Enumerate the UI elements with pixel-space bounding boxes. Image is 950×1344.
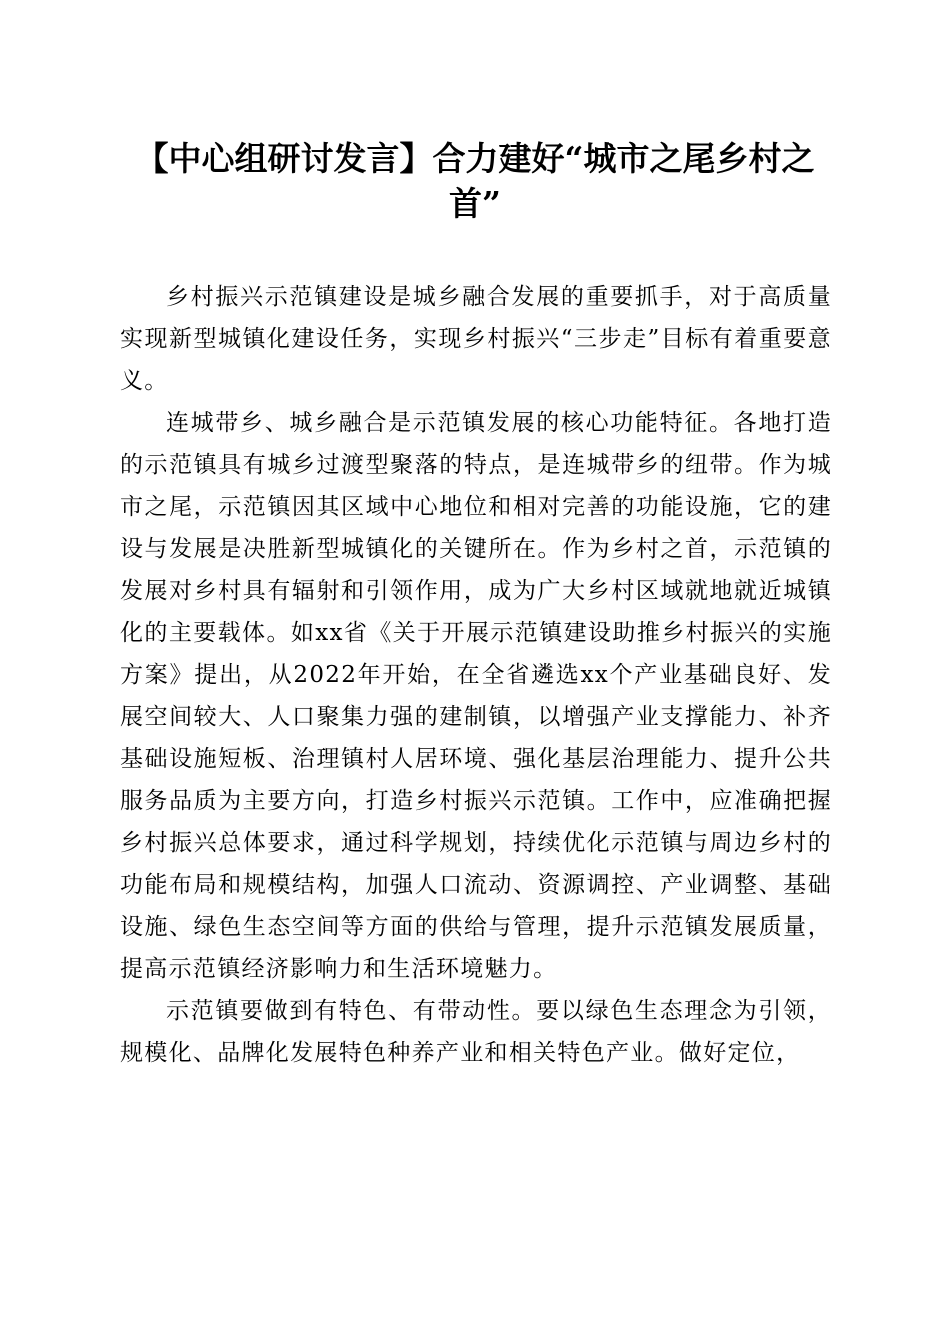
paragraph-1: 乡村振兴示范镇建设是城乡融合发展的重要抓手，对于高质量实现新型城镇化建设任务，实现乡村振兴“三步走”目标有着重要意义。 — [120, 284, 832, 394]
document-title: 【中心组研讨发言】合力建好“城市之尾乡村之首” — [135, 139, 815, 223]
document-body — [120, 276, 832, 1074]
paragraph-3: 示范镇要做到有特色、有带动性。要以绿色生态理念为引领，规模化、品牌化发展特色种养产业和相关特色产业。做好定位， — [120, 998, 832, 1066]
paragraph-2: 连城带乡、城乡融合是示范镇发展的核心功能特征。各地打造的示范镇具有城乡过渡型聚落的特点，是连城带乡的纽带。作为城市之尾，示范镇因其区域中心地位和相对完善的功能设施，它的建设与发展是决胜新型城镇化的关键所在。作为乡村之首，示范镇的发展对乡村具有辐射和引领作用，成为广大乡村区域就地就近城镇化的主要载体。如xx省《关于开展示范镇建设助推乡村振兴的实施方案》提出，从2022年开始，在全省遴选xx个产业基础良好、发展空间较大、人口聚集力强的建制镇，以增强产业支撑能力、补齐基础设施短板、治理镇村人居环境、强化基层治理能力、提升公共服务品质为主要方向，打造乡村振兴示范镇。工作中，应准确把握乡村振兴总体要求，通过科学规划，持续优化示范镇与周边乡村的功能布局和规模结构，加强人口流动、资源调控、产业调整、基础设施、绿色生态空间等方面的供给与管理，提升示范镇发展质量，提高示范镇经济影响力和生活环境魅力。 — [120, 410, 832, 982]
